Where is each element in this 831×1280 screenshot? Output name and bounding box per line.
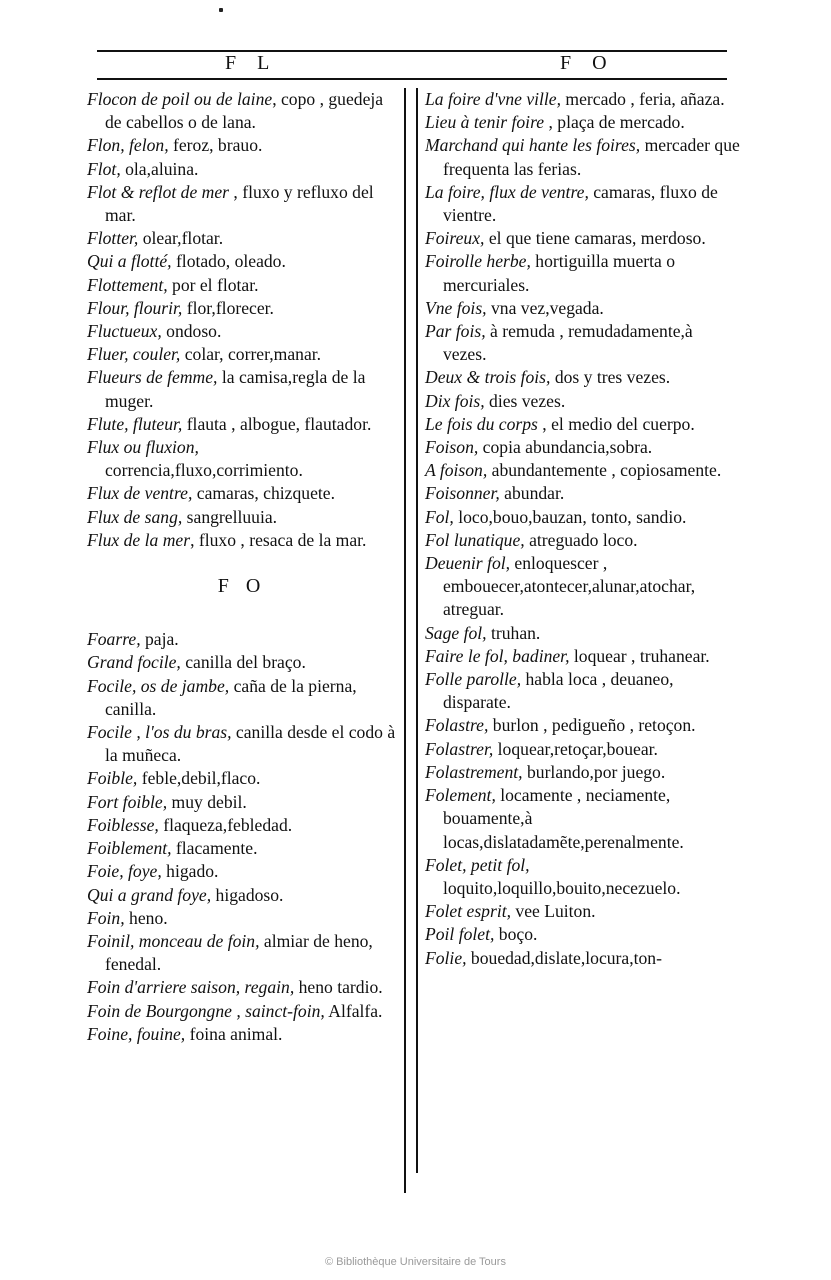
dictionary-entry xyxy=(87,884,397,907)
headword: Foin, xyxy=(87,907,125,928)
dictionary-entry xyxy=(87,413,397,436)
translation: vna vez,vegada. xyxy=(486,297,604,318)
headword: Fluer, couler, xyxy=(87,344,181,365)
translation: ola,aluina. xyxy=(120,158,199,179)
translation: la camisa,regla de la muger. xyxy=(105,367,366,411)
dictionary-entry xyxy=(425,482,740,505)
dictionary-entry xyxy=(425,854,740,900)
dictionary-entry xyxy=(87,976,397,999)
headword: Dix fois, xyxy=(425,390,485,411)
headword: Flon, felon, xyxy=(87,135,169,156)
translation: heno tardio. xyxy=(294,977,383,998)
dictionary-entry xyxy=(425,923,740,946)
dictionary-entry xyxy=(425,366,740,389)
dictionary-entry xyxy=(87,366,397,412)
dictionary-entry xyxy=(87,814,397,837)
translation: Alfalfa. xyxy=(324,1000,383,1021)
dictionary-entry xyxy=(87,343,397,366)
headword: Flotter, xyxy=(87,228,139,249)
translation: copia abundancia,sobra. xyxy=(478,437,653,458)
translation: loco,bouo,bauzan, tonto, sandio. xyxy=(453,506,687,527)
translation: camaras, fluxo de vientre. xyxy=(443,181,718,226)
headword: Qui a flotté, xyxy=(87,251,172,272)
headword: Focile , l'os du bras, xyxy=(87,722,232,743)
dictionary-entry xyxy=(425,413,740,436)
dictionary-entry xyxy=(425,436,740,459)
dictionary-entry xyxy=(87,482,397,505)
column-divider-right xyxy=(416,88,418,1173)
translation: olear,flotar. xyxy=(138,228,224,249)
dictionary-entry xyxy=(425,947,740,970)
translation: abundar. xyxy=(499,483,565,504)
headword: Flux de ventre, xyxy=(87,483,193,504)
translation: bouedad,dislate,locura,ton- xyxy=(466,947,662,968)
translation: truhan. xyxy=(486,622,541,643)
headword: La foire d'vne ville, xyxy=(425,89,562,109)
headword: Deuenir fol, xyxy=(425,553,511,574)
headword: Foarre, xyxy=(87,629,141,650)
dictionary-entry xyxy=(87,158,397,181)
right-column xyxy=(425,88,740,970)
translation: canilla del braço. xyxy=(180,652,306,673)
translation: paja. xyxy=(140,629,179,650)
section-heading: F O xyxy=(217,575,267,598)
translation: caña de la pierna, canilla. xyxy=(105,675,357,719)
dictionary-entry xyxy=(87,436,397,482)
entries-right xyxy=(425,88,740,970)
dictionary-entry xyxy=(87,181,397,227)
copyright-footer: © Bibliothèque Universitaire de Tours xyxy=(325,1256,506,1268)
dictionary-entry xyxy=(425,111,740,134)
headword: Folet, petit fol, xyxy=(425,854,530,875)
dictionary-entry xyxy=(425,784,740,854)
translation: flauta , albogue, flautador. xyxy=(182,413,372,434)
header-rule-top xyxy=(97,50,727,52)
left-column xyxy=(87,88,397,1046)
translation: higado. xyxy=(161,861,219,882)
headword: Flot & reflot de mer xyxy=(87,181,230,202)
translation: flacamente. xyxy=(171,838,258,859)
running-head-right: F O xyxy=(560,52,615,74)
headword: Folie, xyxy=(425,947,467,968)
entries-fl xyxy=(87,88,397,552)
headword: Flocon de poil ou de laine xyxy=(87,89,273,109)
dictionary-entry xyxy=(87,767,397,790)
translation: por el flotar. xyxy=(167,274,259,295)
dictionary-entry xyxy=(425,622,740,645)
translation: feroz, brauo. xyxy=(168,135,263,156)
translation: muy debil. xyxy=(167,791,247,812)
headword: Flute, fluteur, xyxy=(87,413,183,434)
translation: à remuda , remudadamente,à vezes. xyxy=(443,321,693,365)
headword: Faire le fol, badiner, xyxy=(425,645,570,666)
dictionary-entry xyxy=(425,529,740,552)
headword: Flot, xyxy=(87,158,121,179)
translation: vee Luiton. xyxy=(511,901,596,922)
headword: A foison, xyxy=(425,460,488,481)
headword: Qui a grand foye, xyxy=(87,884,212,905)
headword: Folle parolle, xyxy=(425,669,522,690)
dictionary-entry xyxy=(425,714,740,737)
headword: Foiblement, xyxy=(87,838,172,859)
dictionary-entry xyxy=(425,761,740,784)
headword: Par fois, xyxy=(425,321,486,342)
headword: Flux de la mer xyxy=(87,529,191,550)
headword: Poil folet, xyxy=(425,924,495,945)
headword: Folastre, xyxy=(425,715,489,736)
dictionary-entry xyxy=(425,134,740,180)
translation: hortiguilla muerta o mercuriales. xyxy=(443,251,676,295)
headword: Fluctueux, xyxy=(87,321,162,342)
dictionary-entry xyxy=(87,297,397,320)
translation: , copo , guedeja de cabellos o de lana. xyxy=(105,89,384,133)
dictionary-entry xyxy=(87,628,397,651)
headword: Foie, foye, xyxy=(87,861,162,882)
headword: La foire, flux de ventre, xyxy=(425,181,589,202)
translation: higadoso. xyxy=(211,884,284,905)
dictionary-entry xyxy=(87,506,397,529)
headword: Grand focile, xyxy=(87,652,181,673)
headword: Fort foible, xyxy=(87,791,168,812)
dictionary-entry xyxy=(87,907,397,930)
translation: flor,florecer. xyxy=(182,297,274,318)
dictionary-entry xyxy=(425,668,740,714)
dictionary-entry xyxy=(87,250,397,273)
dictionary-entry xyxy=(87,1000,397,1023)
headword: Marchand qui hante les foires, xyxy=(425,135,641,156)
headword: Le fois du corps xyxy=(425,413,538,434)
dictionary-entry xyxy=(425,506,740,529)
translation: loquear , truhanear. xyxy=(569,645,710,666)
headword: Flueurs de femme, xyxy=(87,367,218,388)
dictionary-entry xyxy=(87,88,397,134)
dictionary-entry xyxy=(87,860,397,883)
translation: , fluxo y refluxo del mar. xyxy=(105,181,374,226)
dictionary-entry xyxy=(425,645,740,668)
dictionary-entry xyxy=(425,227,740,250)
dictionary-entry xyxy=(425,552,740,622)
dictionary-entry xyxy=(425,88,740,111)
dictionary-entry xyxy=(425,738,740,761)
dictionary-entry xyxy=(425,297,740,320)
headword: Lieu à tenir foire xyxy=(425,112,545,133)
headword: Flux ou fluxion, xyxy=(87,437,199,458)
headword: Folet esprit, xyxy=(425,901,512,922)
dictionary-entry xyxy=(425,390,740,413)
headword: Folement, xyxy=(425,785,496,806)
dictionary-entry xyxy=(425,181,740,227)
running-head-left: F L xyxy=(225,52,278,74)
dictionary-entry xyxy=(87,651,397,674)
translation: colar, correr,manar. xyxy=(180,344,322,365)
translation: loquito,loquillo,bouito,necezuelo. xyxy=(443,877,681,898)
dictionary-entry xyxy=(87,930,397,976)
headword: Foireux, xyxy=(425,228,485,249)
translation: almiar de heno, fenedal. xyxy=(105,930,373,975)
headword: Foine, fouine, xyxy=(87,1023,186,1044)
translation: flaqueza,febledad. xyxy=(158,814,293,835)
translation: feble,debil,flaco. xyxy=(137,768,261,789)
header-rule-bottom xyxy=(97,78,727,80)
ink-speck xyxy=(219,8,223,12)
translation: locamente , neciamente, bouamente,à locas,dislatadamẽte,perenalmente. xyxy=(443,785,684,852)
dictionary-entry xyxy=(425,459,740,482)
dictionary-entry xyxy=(87,529,397,552)
headword: Fol, xyxy=(425,506,454,527)
translation: flotado, oleado. xyxy=(171,251,286,272)
dictionary-entry xyxy=(425,320,740,366)
headword: Folastrer, xyxy=(425,738,494,759)
translation: mercader que frequenta las ferias. xyxy=(443,135,740,179)
headword: Foible, xyxy=(87,768,138,789)
translation: correncia,fluxo,corrimiento. xyxy=(105,460,303,481)
translation: dies vezes. xyxy=(484,390,566,411)
dictionary-entry xyxy=(425,900,740,923)
translation: loquear,retoçar,bouear. xyxy=(493,738,658,759)
headword: Vne fois, xyxy=(425,297,487,318)
translation: , el medio del cuerpo. xyxy=(537,413,695,434)
headword: Foisonner, xyxy=(425,483,500,504)
translation: abundantemente , copiosamente. xyxy=(487,460,722,481)
translation: foina animal. xyxy=(185,1023,283,1044)
headword: Flour, flourir, xyxy=(87,297,183,318)
translation: , plaça de mercado. xyxy=(544,112,685,133)
column-divider-left xyxy=(404,88,406,1193)
headword: Foirolle herbe, xyxy=(425,251,531,272)
translation: ondoso. xyxy=(161,321,222,342)
translation: boço. xyxy=(494,924,538,945)
translation: canilla desde el codo à la muñeca. xyxy=(105,722,396,766)
translation: dos y tres vezes. xyxy=(550,367,671,388)
headword: Focile, os de jambe, xyxy=(87,675,230,696)
translation: burlon , pedigueño , retoçon. xyxy=(488,715,696,736)
headword: Sage fol, xyxy=(425,622,487,643)
headword: Flux de sang, xyxy=(87,506,183,527)
translation: mercado , feria, añaza. xyxy=(561,89,725,109)
headword: Foiblesse, xyxy=(87,814,159,835)
translation: , fluxo , resaca de la mar. xyxy=(190,529,367,550)
translation: el que tiene camaras, merdoso. xyxy=(484,228,706,249)
dictionary-entry xyxy=(87,1023,397,1046)
translation: heno. xyxy=(124,907,168,928)
headword: Foin d'arriere saison, regain, xyxy=(87,977,295,998)
dictionary-entry xyxy=(87,274,397,297)
headword: Foin de Bourgongne , sainct-foin, xyxy=(87,1000,325,1021)
headword: Fol lunatique, xyxy=(425,529,525,550)
dictionary-entry xyxy=(87,675,397,721)
dictionary-entry xyxy=(425,250,740,296)
dictionary-entry xyxy=(87,837,397,860)
dictionary-entry xyxy=(87,791,397,814)
translation: burlando,por juego. xyxy=(522,761,666,782)
headword: Deux & trois fois, xyxy=(425,367,551,388)
headword: Foinil, monceau de foin, xyxy=(87,930,260,951)
translation: enloquescer , embouecer,atontecer,alunar,atochar, atreguar. xyxy=(443,553,696,620)
headword: Flottement, xyxy=(87,274,168,295)
entries-fo xyxy=(87,628,397,1046)
dictionary-entry xyxy=(87,320,397,343)
dictionary-entry xyxy=(87,721,397,767)
dictionary-entry xyxy=(87,134,397,157)
dictionary-entry xyxy=(87,227,397,250)
translation: sangrelluuia. xyxy=(182,506,278,527)
translation: camaras, chizquete. xyxy=(192,483,335,504)
translation: habla loca , deuaneo, disparate. xyxy=(443,669,674,713)
headword: Foison, xyxy=(425,437,479,458)
headword: Folastrement, xyxy=(425,761,523,782)
translation: atreguado loco. xyxy=(524,529,638,550)
